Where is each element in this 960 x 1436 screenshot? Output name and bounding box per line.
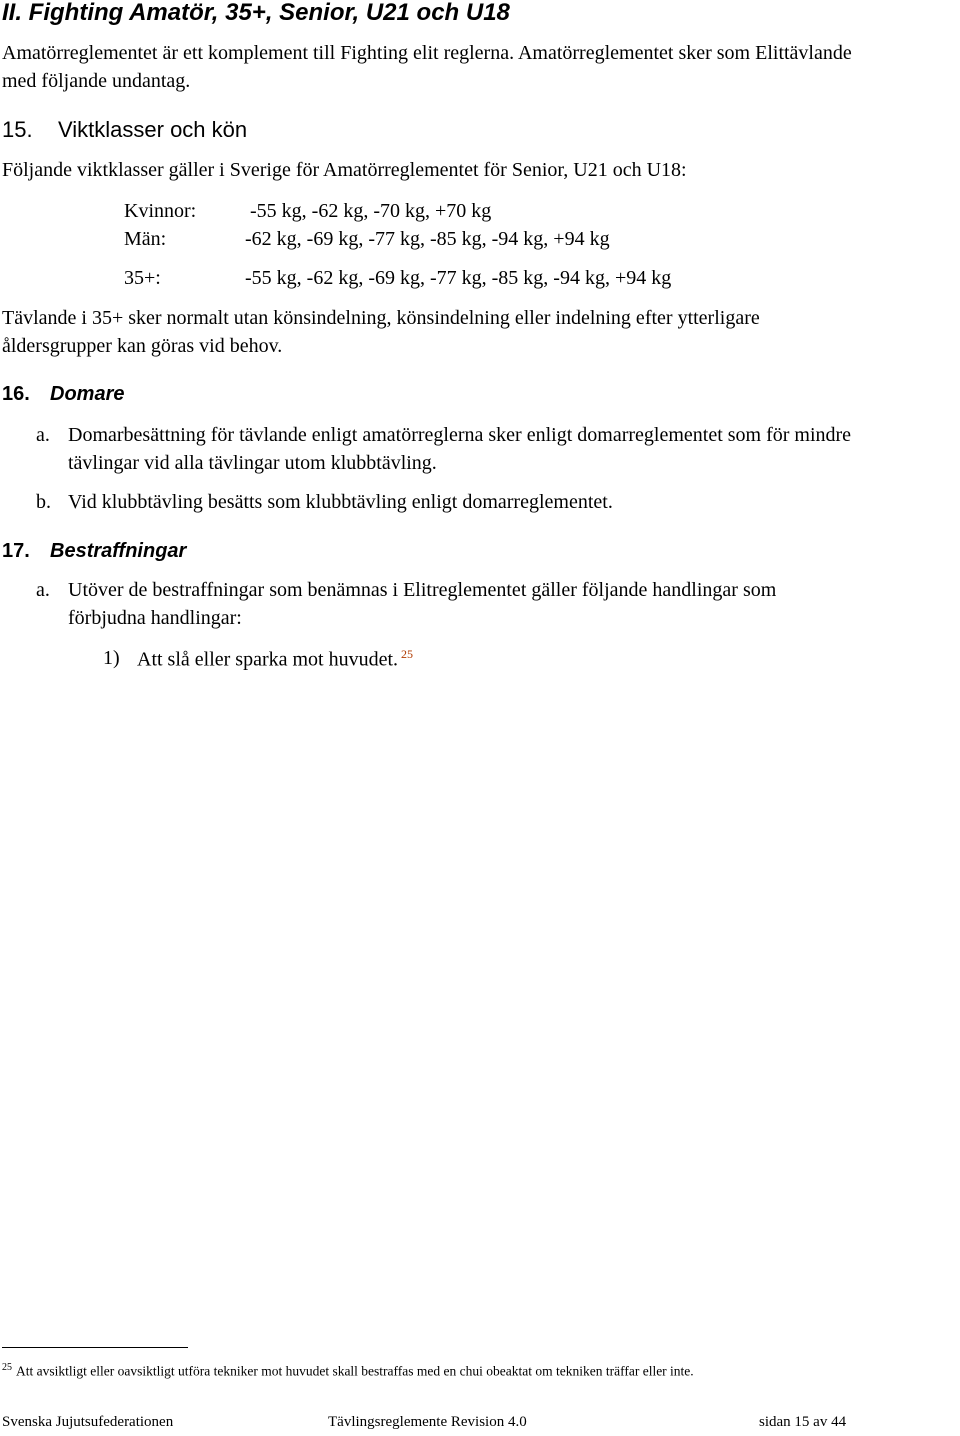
section-17-sub-item [137, 647, 413, 672]
weight-class-label-men: Män: [124, 228, 167, 250]
section-17-number: 17. [2, 540, 30, 562]
section-17-sub-item-text: Att slå eller sparka mot huvudet. [137, 648, 399, 671]
section-17-item-a-marker: a. [36, 579, 50, 601]
footnote [2, 1362, 694, 1380]
footer-page-number: sidan 15 av 44 [759, 1414, 847, 1430]
section-17-title: Bestraffningar [50, 540, 187, 562]
weight-class-label-women: Kvinnor: [124, 200, 197, 222]
section-15-note-line-1: Tävlande i 35+ sker normalt utan könsindelning, könsindelning eller indelning efter ytterligare [2, 307, 760, 329]
footnote-reference[interactable]: 25 [401, 647, 414, 661]
weight-class-values-women: -55 kg, -62 kg, -70 kg, +70 kg [250, 200, 492, 222]
weight-class-label-35plus: 35+: [124, 267, 161, 289]
section-16-item-a-line-2: tävlingar vid alla tävlingar utom klubbtävling. [68, 452, 437, 474]
weight-class-values-men: -62 kg, -69 kg, -77 kg, -85 kg, -94 kg, +94 kg [245, 228, 610, 250]
footnote-separator [2, 1347, 188, 1348]
page-heading: II. Fighting Amatör, 35+, Senior, U21 och U18 [2, 0, 510, 26]
section-16-title: Domare [50, 383, 125, 405]
section-15-number: 15. [2, 117, 33, 142]
footer-left: Svenska Jujutsufederationen [2, 1414, 174, 1430]
section-15-text: Följande viktklasser gäller i Sverige för Amatörreglementet för Senior, U21 och U18: [2, 159, 687, 181]
section-15-note-line-2: åldersgrupper kan göras vid behov. [2, 335, 283, 357]
section-17-item-a-line-2: förbjudna handlingar: [68, 607, 242, 629]
weight-class-values-35plus: -55 kg, -62 kg, -69 kg, -77 kg, -85 kg, -94 kg, +94 kg [245, 267, 672, 289]
intro-line-1: Amatörreglementet är ett komplement till Fighting elit reglerna. Amatörreglementet sker som Elittävlande [2, 42, 852, 64]
footnote-text: Att avsiktligt eller oavsiktligt utföra tekniker mot huvudet skall bestraffas med en chui obeaktat om tekniken träffar eller inte. [16, 1363, 694, 1379]
section-16-item-a-line-1: Domarbesättning för tävlande enligt amatörreglerna sker enligt domarreglementet som för mindre [68, 424, 852, 446]
intro-line-2: med följande undantag. [2, 70, 191, 92]
section-17-sub-item-marker: 1) [103, 647, 120, 669]
section-16-item-b-marker: b. [36, 491, 51, 513]
section-16-number: 16. [2, 383, 30, 405]
footnote-number: 25 [2, 1362, 12, 1373]
section-17-item-a-line-1: Utöver de bestraffningar som benämnas i Elitreglementet gäller följande handlingar som [68, 579, 777, 601]
footer-center: Tävlingsreglemente Revision 4.0 [328, 1414, 527, 1430]
section-15-title: Viktklasser och kön [58, 117, 248, 142]
section-16-item-b-line-1: Vid klubbtävling besätts som klubbtävling enligt domarreglementet. [68, 491, 613, 513]
section-16-item-a-marker: a. [36, 424, 50, 446]
